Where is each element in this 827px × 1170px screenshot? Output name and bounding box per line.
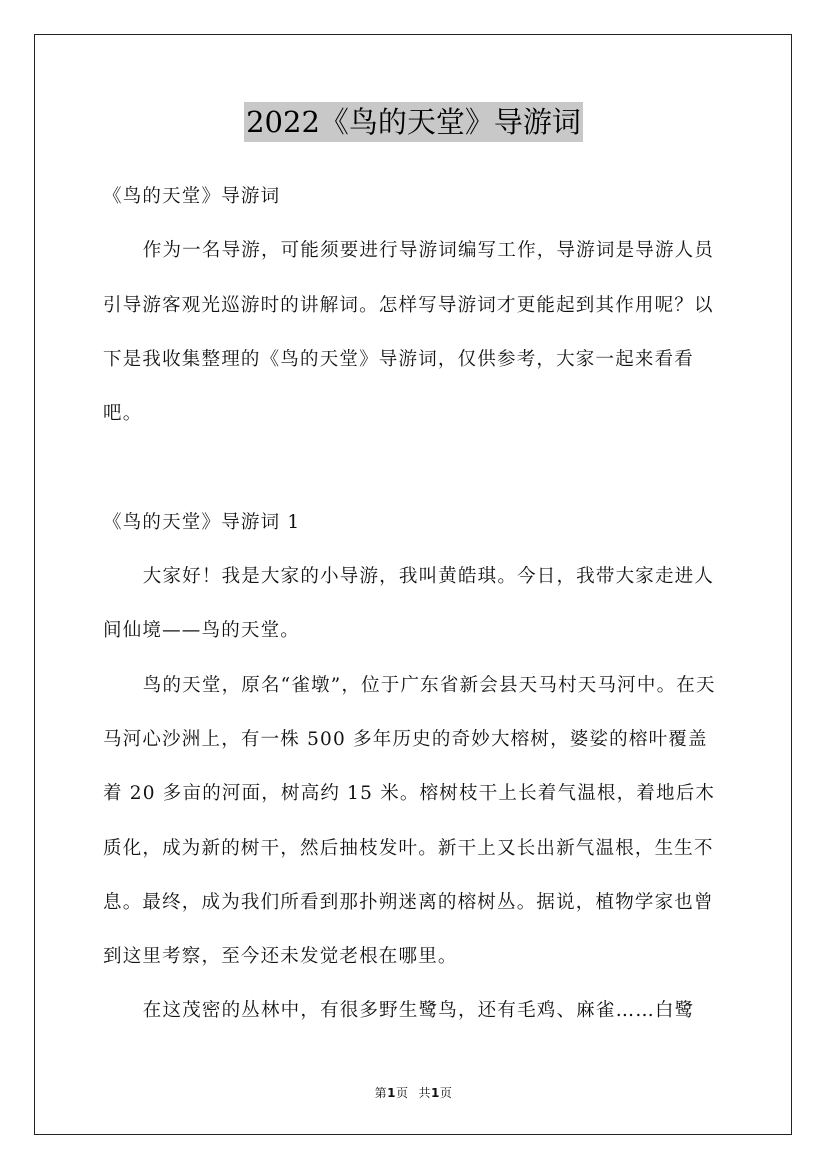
document-body <box>103 170 725 1039</box>
body-paragraph: 在这茂密的丛林中，有很多野生鹭鸟，还有毛鸡、麻雀……白鹭 <box>142 1000 695 1022</box>
page-number-suffix: 页 <box>395 1086 409 1100</box>
page-total-prefix: 共 <box>418 1086 432 1100</box>
body-paragraph: 大家好！我是大家的小导游，我叫黄皓琪。今日，我带大家走进人间仙境——鸟的天堂。 <box>103 566 715 642</box>
section-heading: 《鸟的天堂》导游词 1 <box>103 511 301 533</box>
page-total-count: 1 <box>431 1086 440 1100</box>
page-number-current: 1 <box>387 1086 396 1100</box>
document-title: 2022《鸟的天堂》导游词 <box>244 102 583 142</box>
paragraph-spacer <box>103 441 725 495</box>
page-footer <box>0 1084 827 1101</box>
body-paragraph: 鸟的天堂，原名“雀墩”，位于广东省新会县天马村天马河中。在天马河心沙洲上，有一株 500 多年历史的奇妙大榕树，婆娑的榕叶覆盖着 20 多亩的河面，树高约 15 米。榕树枝干上长着气温根，着地后木质化，成为新的树干，然后抽枝发叶。新干上又长出新气温根，生生不息。最终，成为我们所看到那扑朔迷离的榕树丛。据说，植物学家也曾到这里考察，至今还未发觉老根在哪里。 <box>103 674 716 968</box>
document-subtitle: 《鸟的天堂》导游词 <box>103 186 281 207</box>
page-total-suffix: 页 <box>439 1086 453 1100</box>
title-container <box>0 102 827 142</box>
page-number-prefix: 第 <box>374 1086 388 1100</box>
intro-paragraph: 作为一名导游，可能须要进行导游词编写工作，导游词是导游人员引导游客观光巡游时的讲解词。怎样写导游词才更能起到其作用呢？以下是我收集整理的《鸟的天堂》导游词，仅供参考，大家一起来看看吧。 <box>103 240 715 425</box>
